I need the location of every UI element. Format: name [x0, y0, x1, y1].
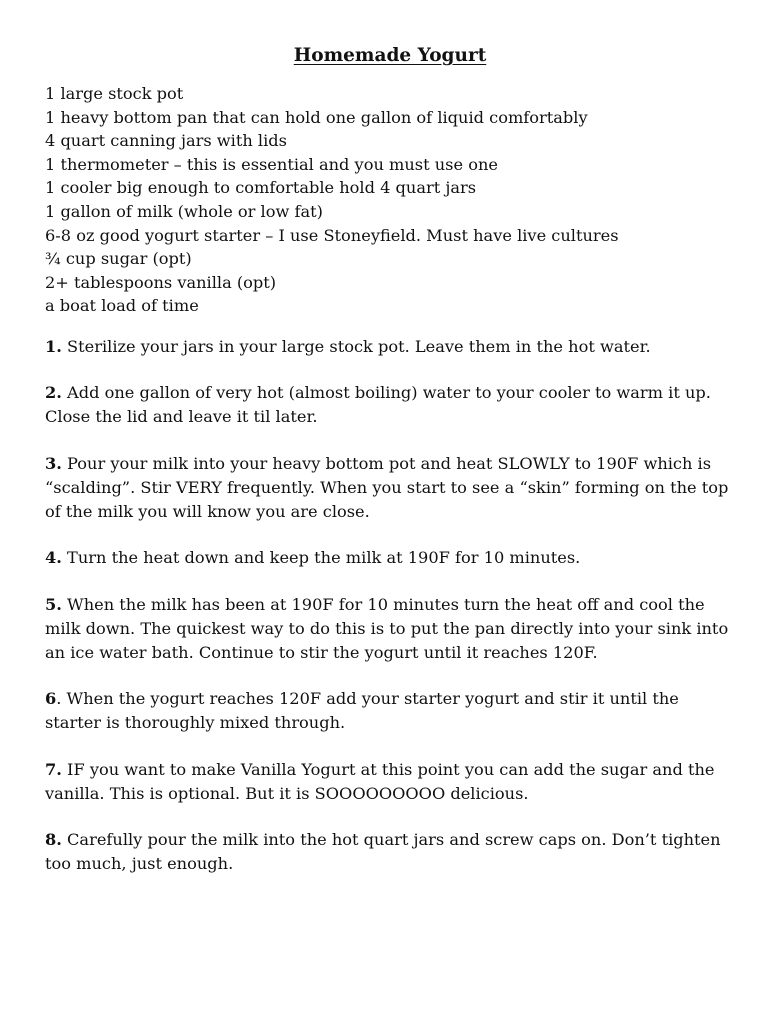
page-title: Homemade Yogurt	[293, 45, 487, 66]
list-item: 1 cooler big enough to comfortable hold 4 quart jars	[45, 178, 477, 198]
step-number: 2.	[45, 383, 62, 403]
list-item: 1 heavy bottom pan that can hold one gallon of liquid comfortably	[45, 107, 588, 127]
step-text: Sterilize your jars in your large stock pot. Leave them in the hot water.	[61, 336, 651, 356]
step-number: 4.	[45, 548, 62, 568]
step-number: 8.	[45, 830, 62, 850]
step-paragraph	[45, 593, 735, 665]
list-item: 6-8 oz good yogurt starter – I use Stoneyfield. Must have live cultures	[45, 225, 619, 245]
step-number: 6	[45, 689, 57, 709]
supplies-list	[45, 82, 735, 318]
step-number: 3.	[45, 453, 62, 473]
step-text: When the milk has been at 190F for 10 minutes turn the heat off and cool the milk down. The quickest way to do this is to put the pan directly into your sink into an ice water bath. Continue to stir the yogurt until it reaches 120F.	[45, 594, 729, 662]
step-number: 1.	[45, 336, 62, 356]
step-text: IF you want to make Vanilla Yogurt at this point you can add the sugar and the vanilla. This is optional. But it is SOOOOOOOOO delicious.	[45, 759, 715, 803]
step-number: 5.	[45, 594, 62, 614]
step-number: 7.	[45, 759, 62, 779]
step-paragraph	[45, 546, 735, 570]
list-item: 2+ tablespoons vanilla (opt)	[45, 272, 277, 292]
step-paragraph	[45, 758, 735, 806]
list-item: a boat load of time	[45, 296, 199, 316]
step-paragraph	[45, 381, 735, 429]
step-text: . When the yogurt reaches 120F add your starter yogurt and stir it until the starter is thoroughly mixed through.	[45, 689, 679, 733]
step-paragraph	[45, 452, 735, 524]
step-paragraph	[45, 687, 735, 735]
step-paragraph	[45, 335, 735, 359]
list-item: 4 quart canning jars with lids	[45, 131, 287, 151]
list-item: 1 gallon of milk (whole or low fat)	[45, 201, 323, 221]
list-item: ¾ cup sugar (opt)	[45, 249, 192, 269]
recipe-page	[45, 44, 735, 899]
step-text: Add one gallon of very hot (almost boiling) water to your cooler to warm it up. Close the lid and leave it til later.	[45, 383, 711, 427]
step-paragraph	[45, 828, 735, 876]
step-text: Carefully pour the milk into the hot quart jars and screw caps on. Don’t tighten too much, just enough.	[45, 830, 721, 874]
step-text: Turn the heat down and keep the milk at 190F for 10 minutes.	[61, 548, 581, 568]
steps-list	[45, 335, 735, 877]
list-item: 1 thermometer – this is essential and you must use one	[45, 154, 498, 174]
list-item: 1 large stock pot	[45, 84, 184, 103]
step-text: Pour your milk into your heavy bottom pot and heat SLOWLY to 190F which is “scalding”. Stir VERY frequently. When you start to see a “skin” forming on the top of the milk you will know you are close.	[45, 453, 729, 521]
